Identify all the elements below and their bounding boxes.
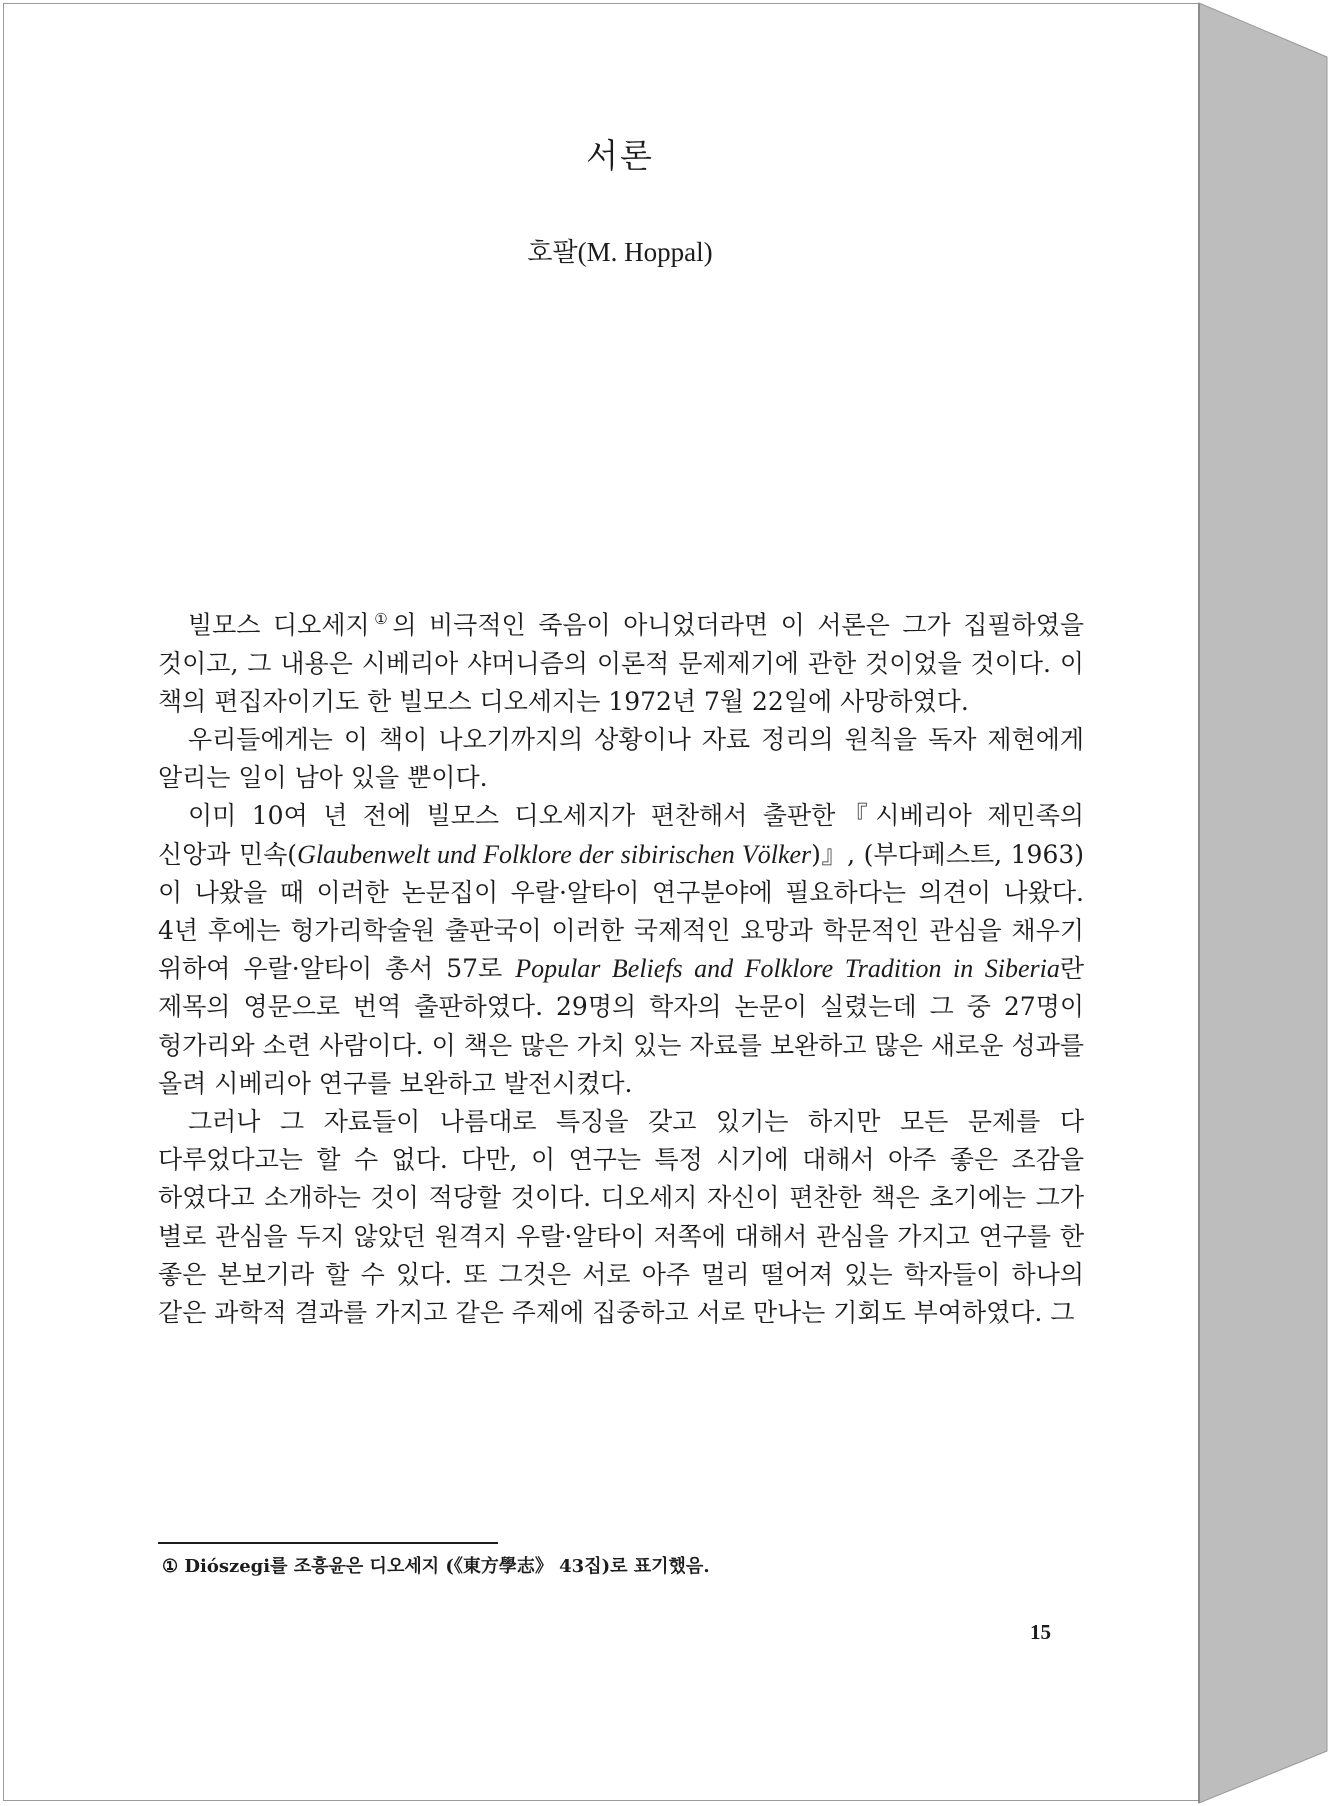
page-number: 15	[1030, 1620, 1051, 1644]
author-latin-name: (M. Hoppal)	[577, 237, 713, 267]
footnote-marker: ①	[369, 610, 393, 628]
paragraph-3	[158, 797, 1084, 1103]
paragraph-3-part-b: )』, (부다페스트, 1963)이 나왔을 때 이러한 논문집이 우랄·알타이 연구분야에 필요하다는 의견이 나왔다. 4년 후에는 헝가리학술원 출판국이 이러한 국제적인 요망과 학문적인 관심을 채우기 위하여 우랄·알타이 총서 57로	[158, 839, 1085, 984]
paragraph-3-part-c: 란 제목의 영문으로 번역 출판하였다. 29명의 학자의 논문이 실렸는데 그 중 27명이 헝가리와 소련 사람이다. 이 책은 많은 가치 있는 자료를 보완하고 많은 새로운 성과를 올려 시베리아 연구를 보완하고 발전시켰다.	[158, 954, 1084, 1098]
paragraph-4: 그러나 그 자료들이 나름대로 특징을 갖고 있기는 하지만 모든 문제를 다 다루었다고는 할 수 없다. 다만, 이 연구는 특정 시기에 대해서 아주 좋은 조감을 하였다고 소개하는 것이 적당할 것이다. 디오세지 자신이 편찬한 책은 초기에는 그가 별로 관심을 두지 않았던 원격지 우랄·알타이 저쪽에 대해서 관심을 가지고 연구를 한 좋은 본보기라 할 수 있다. 또 그것은 서로 아주 멀리 떨어져 있는 학자들이 하나의 같은 과학적 결과를 가지고 같은 주제에 집중하고 서로 만나는 기회도 부여하였다. 그	[158, 1106, 1084, 1327]
author-line	[0, 232, 1240, 269]
footnote-divider	[158, 1542, 498, 1544]
body-text	[158, 600, 1084, 1332]
paragraph-1	[158, 600, 1084, 721]
chapter-title: 서론	[586, 136, 654, 175]
paragraph-2: 우리들에게는 이 책이 나오기까지의 상황이나 자료 정리의 원칙을 독자 제현에게 알리는 일이 남아 있을 뿐이다.	[158, 724, 1084, 793]
english-book-title: Popular Beliefs and Folklore Tradition in Siberia	[515, 954, 1060, 984]
author-korean-name: 호팔	[527, 238, 578, 268]
footnote: ① Diószegi를 조흥윤은 디오세지 (《東方學志》 43집)로 표기했음.	[162, 1556, 710, 1577]
german-book-title: Glaubenwelt und Folklore der sibirischen Völker	[297, 839, 812, 869]
paragraph-1-part-b: 의 비극적인 죽음이 아니었더라면 이 서론은 그가 집필하였을 것이고, 그 내용은 시베리아 샤머니즘의 이론적 문제제기에 관한 것이었을 것이다. 이 책의 편집자이기도 한 빌모스 디오세지는 1972년 7월 22일에 사망하였다.	[158, 610, 1085, 716]
paragraph-3-part-a: 이미 10여 년 전에 빌모스 디오세지가 편찬해서 출판한『시베리아 제민족의 신앙과 민속(	[158, 801, 1084, 869]
paragraph-1-part-a: 빌모스 디오세지	[188, 610, 370, 640]
